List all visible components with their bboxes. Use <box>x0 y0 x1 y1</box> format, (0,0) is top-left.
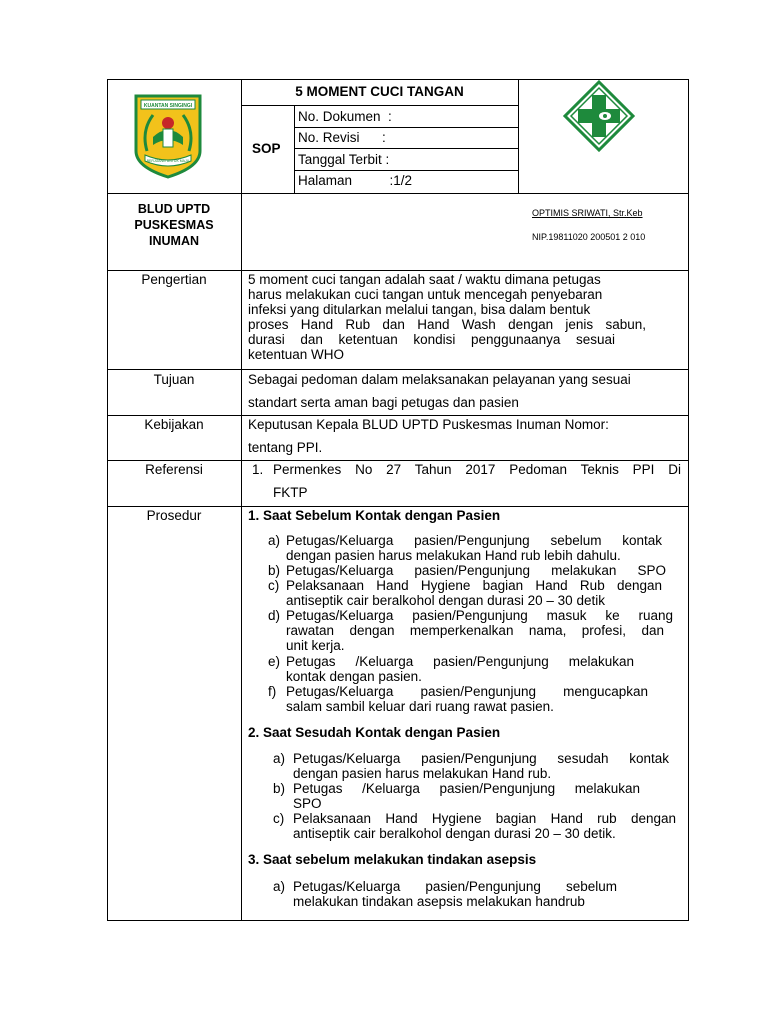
referensi-line: FKTP <box>273 485 308 500</box>
list-item-line: Petugas/Keluarga pasien/Pengunjung masuk ke ruang <box>286 608 673 623</box>
grid-line <box>294 127 518 128</box>
list-item-line: Petugas/Keluarga pasien/Pengunjung mengucapkan <box>286 684 648 699</box>
sop-label: SOP <box>252 141 281 156</box>
grid-line <box>294 148 518 149</box>
pengertian-line: proses Hand Rub dan Hand Wash dengan jenis sabun, <box>248 317 646 332</box>
list-marker: b) <box>268 563 281 578</box>
pengertian-line: durasi dan ketentuan kondisi penggunaanya sesuai <box>248 332 615 347</box>
list-marker: a) <box>273 879 286 894</box>
list-item-line: Petugas/Keluarga pasien/Pengunjung sebelum <box>293 879 617 894</box>
list-marker: e) <box>268 654 281 669</box>
grid-line <box>241 79 242 921</box>
prosedur-heading-3: 3. Saat sebelum melakukan tindakan asepsis <box>248 852 537 867</box>
list-item-line: Petugas/Keluarga pasien/Pengunjung melakukan SPO <box>286 563 666 578</box>
list-item-line: unit kerja. <box>286 638 345 653</box>
prosedur-heading-1: 1. Saat Sebelum Kontak dengan Pasien <box>248 508 501 523</box>
referensi-line: Permenkes No 27 Tahun 2017 Pedoman Teknis PPI Di <box>273 462 681 477</box>
pengertian-line: ketentuan WHO <box>248 347 345 362</box>
doc-field-halaman: Halaman :1/2 <box>298 173 413 188</box>
list-item-line: SPO <box>293 796 322 811</box>
list-item-line: salam sambil keluar dari ruang rawat pasien. <box>286 699 554 714</box>
grid-line <box>107 506 689 507</box>
list-item-line: antiseptik cair beralkohol dengan durasi 20 – 30 detik <box>286 593 605 608</box>
section-label-tujuan: Tujuan <box>153 372 195 387</box>
pengertian-line: 5 moment cuci tangan adalah saat / waktu dimana petugas <box>248 272 601 287</box>
crest-ribbon-text: BERJUANG UNTUK MAJU <box>146 159 190 163</box>
list-item-line: Petugas/Keluarga pasien/Pengunjung sesudah kontak <box>293 751 669 766</box>
prosedur-heading-2: 2. Saat Sesudah Kontak dengan Pasien <box>248 725 501 740</box>
list-item-line: dengan pasien harus melakukan Hand rub. <box>293 766 552 781</box>
list-item-line: rawatan dengan memperkenalkan nama, profesi, dan <box>286 623 664 638</box>
tujuan-line: standart serta aman bagi petugas dan pasien <box>248 395 519 410</box>
doc-field-no-dokumen: No. Dokumen : <box>298 109 392 124</box>
list-item-line: Petugas /Keluarga pasien/Pengunjung melakukan <box>293 781 640 796</box>
list-item-line: Pelaksanaan Hand Hygiene bagian Hand rub dengan <box>293 811 676 826</box>
institution-line-3: INUMAN <box>149 234 199 248</box>
puskesmas-logo <box>563 80 635 152</box>
pengertian-line: harus melakukan cuci tangan untuk mencegah penyebaran <box>248 287 603 302</box>
list-item-line: kontak dengan pasien. <box>286 669 422 684</box>
pengertian-line: infeksi yang ditularkan melalui tangan, bisa dalam bentuk <box>248 302 591 317</box>
list-item-line: dengan pasien harus melakukan Hand rub lebih dahulu. <box>286 548 621 563</box>
list-marker: c) <box>268 578 280 593</box>
list-item-line: melakukan tindakan asepsis melakukan handrub <box>293 894 585 909</box>
signatory-nip: NIP.19811020 200501 2 010 <box>532 232 646 242</box>
institution-line-1: BLUD UPTD <box>137 202 211 216</box>
grid-line <box>518 79 519 193</box>
list-item-line: Pelaksanaan Hand Hygiene bagian Hand Rub dengan <box>286 578 662 593</box>
document-title: 5 MOMENT CUCI TANGAN <box>295 84 464 99</box>
signatory-name: OPTIMIS SRIWATI, Str.Keb <box>532 208 643 218</box>
grid-line <box>107 460 689 461</box>
referensi-number: 1. <box>252 462 264 477</box>
list-marker: a) <box>273 751 286 766</box>
list-marker: f) <box>268 684 277 699</box>
institution-line-2: PUSKESMAS <box>134 218 214 232</box>
section-label-pengertian: Pengertian <box>141 272 207 287</box>
grid-line <box>107 415 689 416</box>
list-marker: d) <box>268 608 281 623</box>
list-item-line: Petugas /Keluarga pasien/Pengunjung melakukan <box>286 654 634 669</box>
list-item-line: antiseptik cair beralkohol dengan durasi 20 – 30 detik. <box>293 826 616 841</box>
section-label-kebijakan: Kebijakan <box>144 417 204 432</box>
list-marker: b) <box>273 781 286 796</box>
doc-field-tanggal-terbit: Tanggal Terbit : <box>298 152 390 167</box>
list-marker: c) <box>273 811 285 826</box>
doc-field-no-revisi: No. Revisi : <box>298 130 386 145</box>
section-label-prosedur: Prosedur <box>146 508 202 523</box>
section-label-referensi: Referensi <box>145 462 203 477</box>
crest-banner-text: KUANTAN SINGINGI <box>143 103 193 109</box>
grid-line <box>107 193 689 194</box>
grid-line <box>107 369 689 370</box>
tujuan-line: Sebagai pedoman dalam melaksanakan pelayanan yang sesuai <box>248 372 631 387</box>
kebijakan-line: tentang PPI. <box>248 440 323 455</box>
grid-line <box>107 270 689 271</box>
grid-line <box>241 105 518 106</box>
regency-crest-logo <box>133 93 203 179</box>
grid-line <box>294 105 295 193</box>
list-marker: a) <box>268 533 281 548</box>
list-item-line: Petugas/Keluarga pasien/Pengunjung sebelum kontak <box>286 533 662 548</box>
kebijakan-line: Keputusan Kepala BLUD UPTD Puskesmas Inuman Nomor: <box>248 417 609 432</box>
grid-line <box>294 170 518 171</box>
